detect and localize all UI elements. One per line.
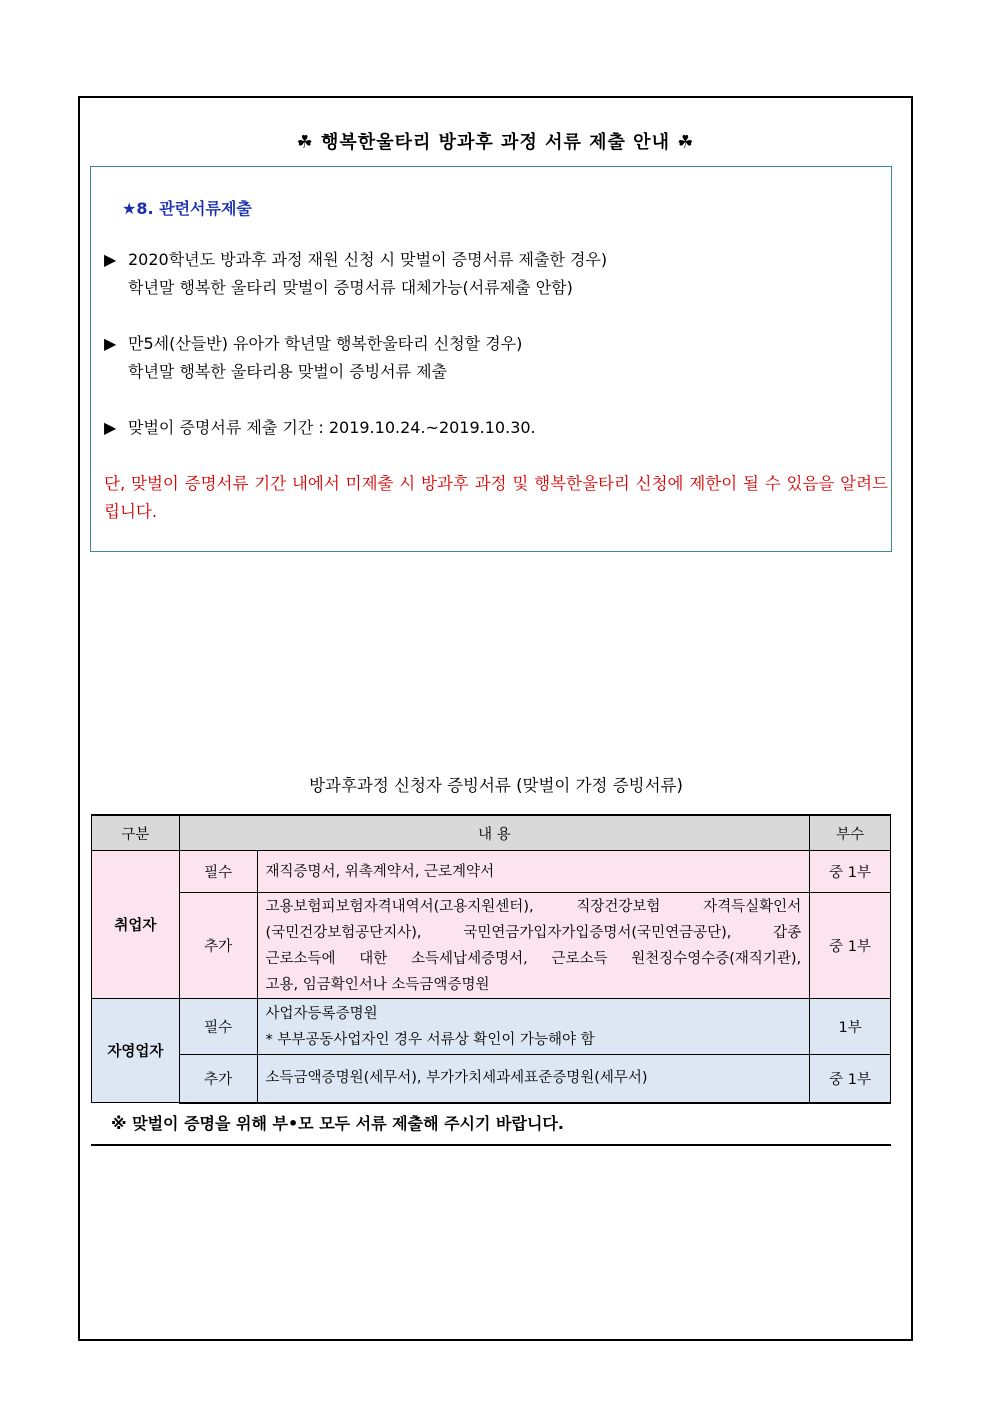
table-row — [92, 893, 891, 999]
triangle-bullet-icon: ▶ — [104, 418, 117, 437]
section-heading: ★8. 관련서류제출 — [122, 199, 252, 218]
bullet-text-continued: 학년말 행복한 울타리 맞벌이 증명서류 대체가능(서류제출 안함) — [128, 278, 573, 297]
row-copies: 1부 — [810, 999, 891, 1055]
bullet-item-1 — [104, 246, 607, 302]
row-type: 추가 — [179, 893, 257, 999]
row-type: 필수 — [179, 999, 257, 1055]
table-row — [92, 1055, 891, 1103]
table-row — [92, 851, 891, 893]
documents-table — [91, 814, 891, 1104]
table-header-row — [92, 815, 891, 851]
triangle-bullet-icon: ▶ — [104, 250, 117, 269]
bullet-text-continued: 학년말 행복한 울타리용 맞벌이 증빙서류 제출 — [128, 362, 448, 381]
content-line: 재직증명서, 위촉계약서, 근로계약서 — [265, 863, 495, 880]
group-employee: 취업자 — [92, 851, 180, 999]
bullet-text: 만5세(산들반) 유아가 학년말 행복한울타리 신청할 경우) — [128, 334, 523, 353]
content-line: (국민건강보험공단지사), 국민연금가입자가입증명서(국민연금공단), 갑종 — [265, 924, 802, 941]
footnote: ※ 맞벌이 증명을 위해 부•모 모두 서류 제출해 주시기 바랍니다. — [91, 1104, 891, 1146]
document-title: ☘ 행복한울타리 방과후 과정 서류 제출 안내 ☘ — [296, 132, 695, 153]
row-type: 필수 — [179, 851, 257, 893]
row-content — [257, 999, 810, 1055]
bullet-item-3 — [104, 414, 536, 442]
table-title: 방과후과정 신청자 증빙서류 (맞벌이 가정 증빙서류) — [309, 776, 683, 795]
row-type: 추가 — [179, 1055, 257, 1103]
header-copies: 부수 — [810, 815, 891, 851]
bullet-item-2 — [104, 330, 522, 386]
row-content — [257, 1055, 810, 1103]
content-line: 고용보험피보험자격내역서(고용지원센터), 직장건강보험 자격득실확인서 — [265, 898, 802, 915]
content-line: 근로소득에 대한 소득세납세증명서, 근로소득 원천징수영수증(재직기관), — [265, 950, 802, 967]
bullet-text: 맞벌이 증명서류 제출 기간 : 2019.10.24.~2019.10.30. — [128, 418, 536, 437]
table-row — [92, 999, 891, 1055]
warning-text: 단, 맞벌이 증명서류 기간 내에서 미제출 시 방과후 과정 및 행복한울타리 신청에 제한이 될 수 있음을 알려드립니다. — [104, 474, 888, 521]
content-line: * 부부공동사업자인 경우 서류상 확인이 가능해야 함 — [265, 1031, 595, 1048]
row-copies: 중 1부 — [810, 893, 891, 999]
header-category: 구분 — [92, 815, 180, 851]
header-content: 내 용 — [179, 815, 809, 851]
row-copies: 중 1부 — [810, 851, 891, 893]
row-copies: 중 1부 — [810, 1055, 891, 1103]
content-line: 고용, 임금확인서나 소득금액증명원 — [265, 976, 490, 993]
content-line: 사업자등록증명원 — [265, 1005, 378, 1022]
row-content — [257, 851, 810, 893]
group-self-employed: 자영업자 — [92, 999, 180, 1103]
content-line: 소득금액증명원(세무서), 부가가치세과세표준증명원(세무서) — [265, 1070, 648, 1087]
triangle-bullet-icon: ▶ — [104, 334, 117, 353]
row-content — [257, 893, 810, 999]
bullet-text: 2020학년도 방과후 과정 재원 신청 시 맞벌이 증명서류 제출한 경우) — [128, 250, 608, 269]
